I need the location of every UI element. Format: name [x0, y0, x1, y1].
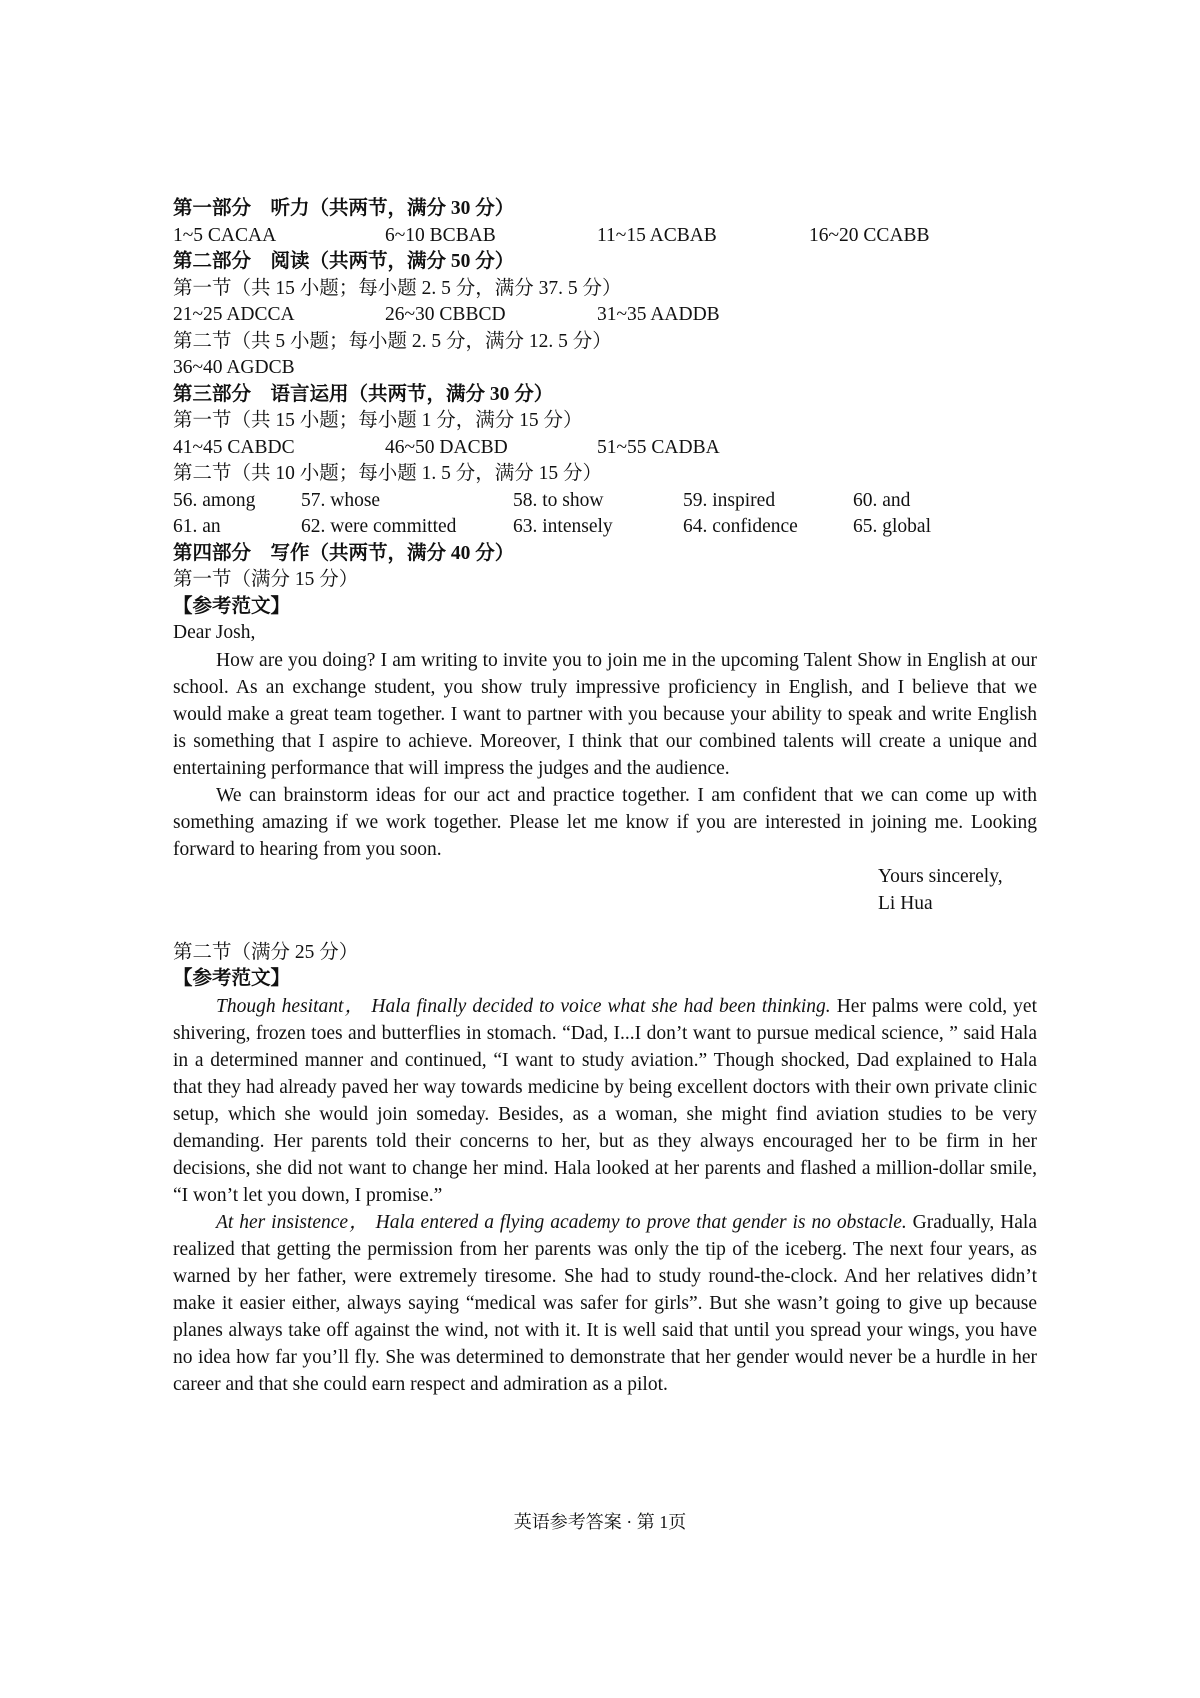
- answer-group: 16~20 CCABB: [809, 224, 930, 246]
- sample-essay-label: 【参考范文】: [173, 968, 291, 989]
- part4-sec1-heading: 第一节（满分 15 分）: [173, 569, 359, 590]
- answer-key-page: [173, 196, 1037, 1398]
- fill-answer: 65. global: [853, 516, 931, 537]
- story-paragraph: [173, 1209, 1037, 1398]
- answer-group: 51~55 CADBA: [597, 436, 720, 458]
- part2-sec2-heading: 第二节（共 5 小题；每小题 2. 5 分，满分 12. 5 分）: [173, 330, 612, 352]
- answer-group: 26~30 CBBCD: [385, 304, 506, 325]
- fill-answer: 60. and: [853, 489, 911, 511]
- story-paragraph: [173, 993, 1037, 1209]
- letter-paragraph: How are you doing? I am writing to invite you to join me in the upcoming Talent Show in English at our school. As an exchange student, you show truly impressive proficiency in English, and I believe that we would make a great team together. I want to partner with you because your ability to speak and write English is something that I aspire to achieve. Moreover, I think that our combined talents will create a unique and entertaining performance that will impress the judges and the audience.: [173, 649, 1037, 779]
- letter-signature: Li Hua: [878, 892, 933, 914]
- part3-sec2-heading: 第二节（共 10 小题；每小题 1. 5 分，满分 15 分）: [173, 463, 603, 484]
- page-footer: 英语参考答案 · 第 1页: [513, 1512, 687, 1532]
- fill-answer: 62. were committed: [301, 516, 457, 537]
- fill-answer: 63. intensely: [513, 516, 613, 537]
- story-given-opening: At her insistence， Hala entered a flying academy to prove that gender is no obstacle.: [216, 1211, 907, 1233]
- part4-sec2-heading: 第二节（满分 25 分）: [173, 941, 359, 963]
- part3-heading: 第三部分 语言运用（共两节，满分 30 分）: [173, 383, 554, 405]
- fill-answer: 57. whose: [301, 489, 381, 511]
- answer-group: 6~10 BCBAB: [385, 224, 496, 246]
- story-given-opening: Though hesitant， Hala finally decided to voice what she had been thinking.: [216, 995, 831, 1017]
- answer-group: 21~25 ADCCA: [173, 304, 295, 325]
- part2-sec1-answer-row: [173, 302, 1037, 329]
- part1-heading: 第一部分 听力（共两节，满分 30 分）: [173, 198, 515, 219]
- sample-essay-label: 【参考范文】: [173, 595, 291, 617]
- story-text: Her palms were cold, yet shivering, frozen toes and butterflies in stomach. “Dad, I...I don’t want to pursue medical science, ” said Hala in a determined manner and continued, “I want to study aviation.” Though shocked, Dad explained to Hala that they had already paved her way towards medicine by being excellent doctors with their own private clinic setup, which she would join someday. Besides, as a woman, she might find aviation studies to be very demanding. Her parents told their concerns to her, but as they always encouraged her to be firm in her decisions, she did not want to change her mind. Hala looked at her parents and flashed a million-dollar smile, “I won’t let you down, I promise.”: [173, 995, 1037, 1206]
- part1-answer-row: [173, 223, 1037, 250]
- letter-greeting: Dear Josh,: [173, 622, 256, 643]
- fill-answer: 58. to show: [513, 489, 604, 511]
- letter-closing: Yours sincerely,: [878, 865, 1003, 887]
- fill-in-answer-row: [173, 488, 1037, 515]
- answer-group: 36~40 AGDCB: [173, 357, 295, 378]
- answer-group: 41~45 CABDC: [173, 436, 295, 458]
- fill-answer: 64. confidence: [683, 516, 798, 537]
- fill-answer: 61. an: [173, 516, 221, 537]
- answer-group: 1~5 CACAA: [173, 224, 277, 246]
- answer-group: 46~50 DACBD: [385, 436, 508, 458]
- part2-sec1-heading: 第一节（共 15 小题；每小题 2. 5 分，满分 37. 5 分）: [173, 277, 622, 299]
- part4-heading: 第四部分 写作（共两节，满分 40 分）: [173, 542, 515, 564]
- fill-answer: 56. among: [173, 489, 256, 511]
- answer-group: 11~15 ACBAB: [597, 224, 717, 246]
- letter-paragraph: We can brainstorm ideas for our act and practice together. I am confident that we can come up with something amazing if we work together. Please let me know if you are interested in joining me. Looking forward to hearing from you soon.: [173, 784, 1037, 860]
- fill-answer: 59. inspired: [683, 489, 776, 511]
- part3-sec1-heading: 第一节（共 15 小题；每小题 1 分，满分 15 分）: [173, 410, 583, 431]
- part2-heading: 第二部分 阅读（共两节，满分 50 分）: [173, 251, 515, 272]
- answer-group: 31~35 AADDB: [597, 304, 720, 325]
- story-text: Gradually, Hala realized that getting the permission from her parents was only the tip of the iceberg. The next four years, as warned by her father, were extremely tiresome. She had to study round-the-clock. And her relatives didn’t make it easier either, always saying “medical was safer for girls”. But she wasn’t going to give up because planes always take off against the wind, not with it. It is well said that until you spread your wings, you have no idea how far you’ll fly. She was determined to demonstrate that her gender would never be a hurdle in her career and that she could earn respect and admiration as a pilot.: [173, 1211, 1037, 1395]
- part3-sec1-answer-row: [173, 435, 1037, 462]
- fill-in-answer-row: [173, 514, 1037, 541]
